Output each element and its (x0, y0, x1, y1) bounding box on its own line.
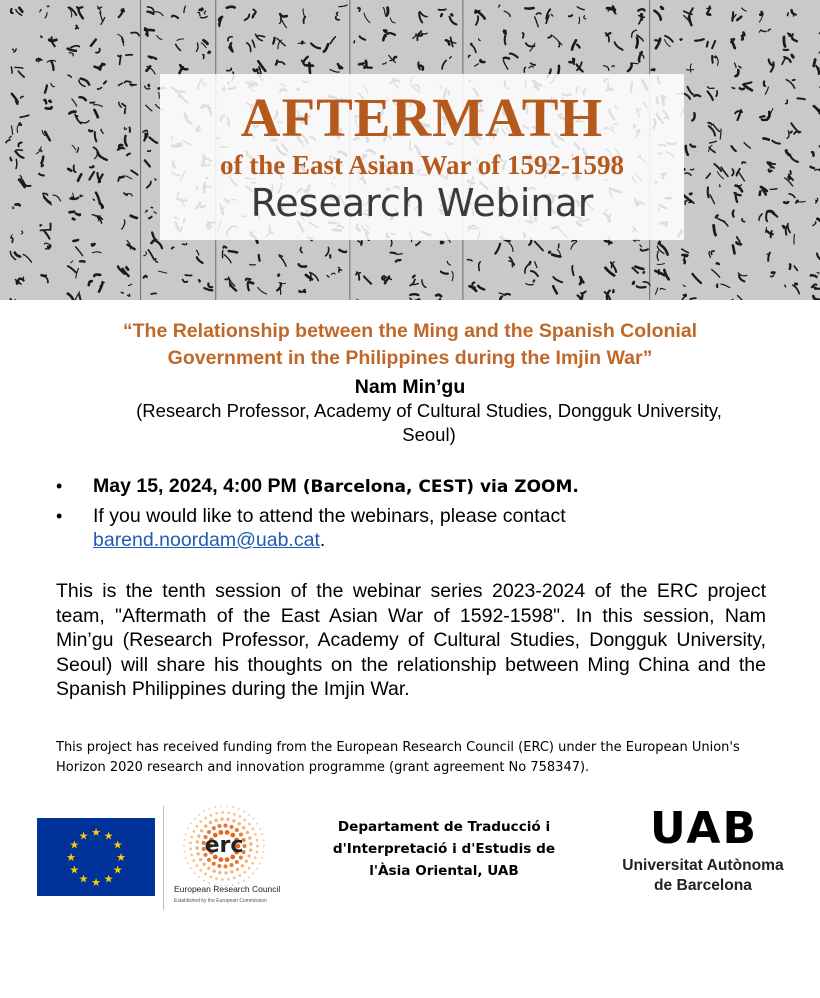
erc-dot-icon (203, 810, 205, 812)
erc-dot-icon (199, 858, 202, 861)
eu-star-icon: ★ (91, 827, 101, 839)
erc-dot-icon (256, 868, 258, 870)
erc-dot-icon (221, 878, 224, 881)
erc-dot-icon (207, 858, 211, 862)
erc-dot-icon (243, 810, 245, 812)
erc-dot-icon (243, 871, 246, 874)
erc-dot-icon (197, 834, 200, 837)
erc-dot-icon (248, 867, 251, 870)
header-banner (0, 0, 820, 300)
erc-dot-icon (227, 811, 230, 814)
erc-dot-icon (183, 851, 185, 853)
dept-line1: Departament de Traducció i (337, 819, 551, 835)
erc-name: European Research Council (174, 884, 281, 894)
erc-dot-icon (204, 825, 207, 828)
event-date: May 15, 2024, 4:00 PM (93, 475, 297, 497)
erc-dot-icon (189, 848, 192, 851)
uab-name (590, 856, 816, 896)
erc-dot-icon (212, 826, 216, 830)
erc-dot-icon (263, 845, 265, 847)
erc-dot-icon (192, 859, 195, 862)
erc-dot-icon (190, 822, 192, 824)
erc-dot-icon (196, 840, 199, 843)
eu-star-icon: ★ (103, 873, 114, 886)
erc-dot-icon (238, 822, 241, 825)
erc-dot-icon (226, 806, 228, 807)
erc-dot-icon (215, 812, 218, 815)
erc-dot-icon (248, 836, 251, 839)
erc-dot-icon (203, 880, 205, 882)
contact-email-link[interactable]: barend.noordam@uab.cat (93, 529, 320, 551)
erc-dot-icon (187, 862, 189, 864)
erc-dot-icon (212, 869, 215, 872)
uab-line1: Universitat Autònoma (622, 857, 784, 874)
erc-dot-icon (229, 825, 233, 829)
erc-dots-icon (164, 806, 284, 886)
erc-dot-icon (194, 818, 196, 820)
erc-dot-icon (232, 806, 234, 808)
dept-line2: d'Interpretació i d'Estudis de (332, 841, 556, 857)
erc-dot-icon (224, 871, 227, 874)
erc-dot-icon (218, 871, 221, 874)
erc-dot-icon (198, 814, 200, 816)
erc-dot-icon (256, 851, 259, 854)
erc-dot-icon (199, 869, 202, 872)
erc-dot-icon (254, 833, 257, 836)
talk-title (60, 318, 760, 372)
erc-logo (164, 806, 284, 910)
erc-dot-icon (242, 826, 245, 829)
erc-dot-icon (209, 875, 212, 878)
erc-dot-icon (200, 829, 203, 832)
event-title: AFTERMATH (240, 87, 604, 148)
event-location: (Barcelona, CEST) via ZOOM. (296, 477, 579, 497)
erc-dot-icon (246, 831, 249, 834)
erc-dot-icon (252, 872, 254, 874)
affiliation-line2: Seoul) (402, 424, 456, 445)
erc-dot-icon (187, 828, 189, 830)
bullet-icon: • (56, 506, 63, 526)
erc-dot-icon (183, 845, 185, 847)
erc-dot-icon (249, 842, 252, 845)
department-name (318, 816, 570, 882)
event-subtitle: of the East Asian War of 1592-1598 (219, 150, 625, 180)
erc-dot-icon (184, 839, 186, 841)
bullet-date-text (93, 474, 773, 499)
eu-star-icon: ★ (78, 830, 89, 843)
erc-dot-icon (248, 876, 250, 878)
erc-dot-icon (204, 873, 207, 876)
erc-dot-icon (226, 818, 229, 821)
erc-dot-icon (209, 821, 212, 824)
uab-logo: UAB (650, 803, 758, 854)
erc-dot-icon (190, 853, 193, 856)
erc-dot-icon (233, 813, 236, 816)
erc-dot-icon (235, 860, 239, 864)
eu-star-icon: ★ (66, 852, 76, 864)
erc-dot-icon (227, 878, 230, 881)
speaker-affiliation (84, 399, 774, 447)
erc-dot-icon (207, 867, 210, 870)
eu-flag-logo (37, 818, 155, 896)
erc-dot-icon (259, 863, 261, 865)
erc-dot-icon (217, 824, 221, 828)
erc-dot-icon (252, 818, 254, 820)
erc-dot-icon (223, 864, 227, 868)
erc-dot-icon (197, 852, 200, 855)
erc-dot-icon (220, 817, 223, 820)
eu-star-icon: ★ (91, 877, 101, 889)
erc-dot-icon (193, 830, 196, 833)
erc-dot-icon (233, 877, 236, 880)
talk-title-line1: “The Relationship between the Ming and the Spanish Colonial (122, 320, 698, 342)
erc-dot-icon (214, 806, 216, 808)
erc-dot-icon (185, 833, 187, 835)
erc-dot-icon (209, 808, 211, 810)
erc-dot-icon (220, 806, 222, 807)
talk-title-line2: Government in the Philippines during the Imjin War” (167, 347, 653, 369)
bullet-icon: • (56, 476, 63, 496)
eu-star-icon: ★ (112, 864, 123, 877)
eu-star-icon: ★ (112, 839, 123, 852)
erc-dot-icon (236, 868, 239, 871)
contact-period: . (319, 529, 326, 551)
contact-text: If you would like to attend the webinars, please contact (93, 505, 566, 527)
bullet-contact-text (93, 504, 773, 552)
erc-dot-icon (214, 819, 217, 822)
erc-dot-icon (238, 874, 241, 877)
dept-line3: l'Àsia Oriental, UAB (369, 863, 519, 879)
erc-dot-icon (256, 839, 259, 842)
erc-dot-icon (239, 815, 242, 818)
erc-dot-icon (244, 819, 247, 822)
erc-dot-icon (235, 828, 239, 832)
erc-dot-icon (256, 845, 259, 848)
description-paragraph: This is the tenth session of the webinar series 2023-2024 of the ERC project team, "Aftermath of the East Asian War of 1592-1598". In this session, Nam Min’gu (Research Professor, Academy of Cultural Studies, Dongguk University, Seoul) will share his thoughts on the relationship between Ming China and the Spanish Philippines during the Imjin War. (56, 580, 766, 701)
erc-dot-icon (247, 854, 250, 857)
erc-dot-icon (196, 825, 199, 828)
erc-subtitle: Established by the European Commission (174, 898, 267, 904)
erc-dot-icon (261, 857, 263, 859)
erc-dot-icon (190, 836, 193, 839)
eu-star-icon: ★ (116, 852, 126, 864)
speaker-name: Nam Min’gu (354, 376, 466, 398)
erc-dot-icon (245, 860, 248, 863)
erc-dot-icon (185, 857, 187, 859)
erc-dot-icon (189, 842, 192, 845)
eu-star-icon: ★ (69, 864, 80, 877)
erc-dot-icon (241, 864, 244, 867)
erc-dot-icon (210, 814, 213, 817)
eu-star-icon: ★ (78, 873, 89, 886)
eu-star-icon: ★ (103, 830, 114, 843)
erc-dot-icon (251, 862, 254, 865)
erc-dot-icon (217, 864, 221, 868)
erc-dot-icon (203, 863, 206, 866)
erc-dot-icon (230, 870, 233, 873)
erc-dot-icon (254, 856, 257, 859)
erc-dot-icon (195, 846, 198, 849)
affiliation-line1: (Research Professor, Academy of Cultural Studies, Dongguk University, (136, 400, 722, 421)
erc-dot-icon (190, 867, 192, 869)
eu-stars-icon (37, 818, 155, 896)
erc-dot-icon (248, 823, 251, 826)
funding-notice: This project has received funding from the European Research Council (ERC) under the European Union's Horizon 2020 research and innovation programme (grant agreement No 758347). (56, 740, 740, 775)
erc-dot-icon (243, 880, 245, 882)
erc-dot-icon (263, 839, 265, 841)
erc-dot-icon (232, 819, 235, 822)
eu-star-icon: ★ (69, 839, 80, 852)
erc-dot-icon (261, 833, 263, 835)
erc-dot-icon (248, 814, 250, 816)
erc-dot-icon (249, 848, 252, 851)
series-name: Research Webinar (250, 181, 594, 225)
erc-dot-icon (194, 872, 196, 874)
erc-dot-icon (263, 851, 265, 853)
erc-dot-icon (212, 862, 216, 866)
erc-dot-icon (223, 824, 227, 828)
erc-dot-icon (238, 808, 240, 810)
erc-dot-icon (221, 811, 224, 814)
erc-dot-icon (215, 877, 218, 880)
erc-dot-icon (200, 820, 203, 823)
uab-line2: de Barcelona (654, 877, 752, 894)
erc-mark-text: erc (204, 833, 244, 858)
title-box (160, 74, 684, 240)
erc-dot-icon (229, 863, 233, 867)
erc-dot-icon (198, 876, 200, 878)
erc-dot-icon (196, 864, 199, 867)
erc-dot-icon (256, 823, 258, 825)
erc-dot-icon (259, 828, 261, 830)
erc-dot-icon (251, 828, 254, 831)
erc-dot-icon (204, 817, 207, 820)
